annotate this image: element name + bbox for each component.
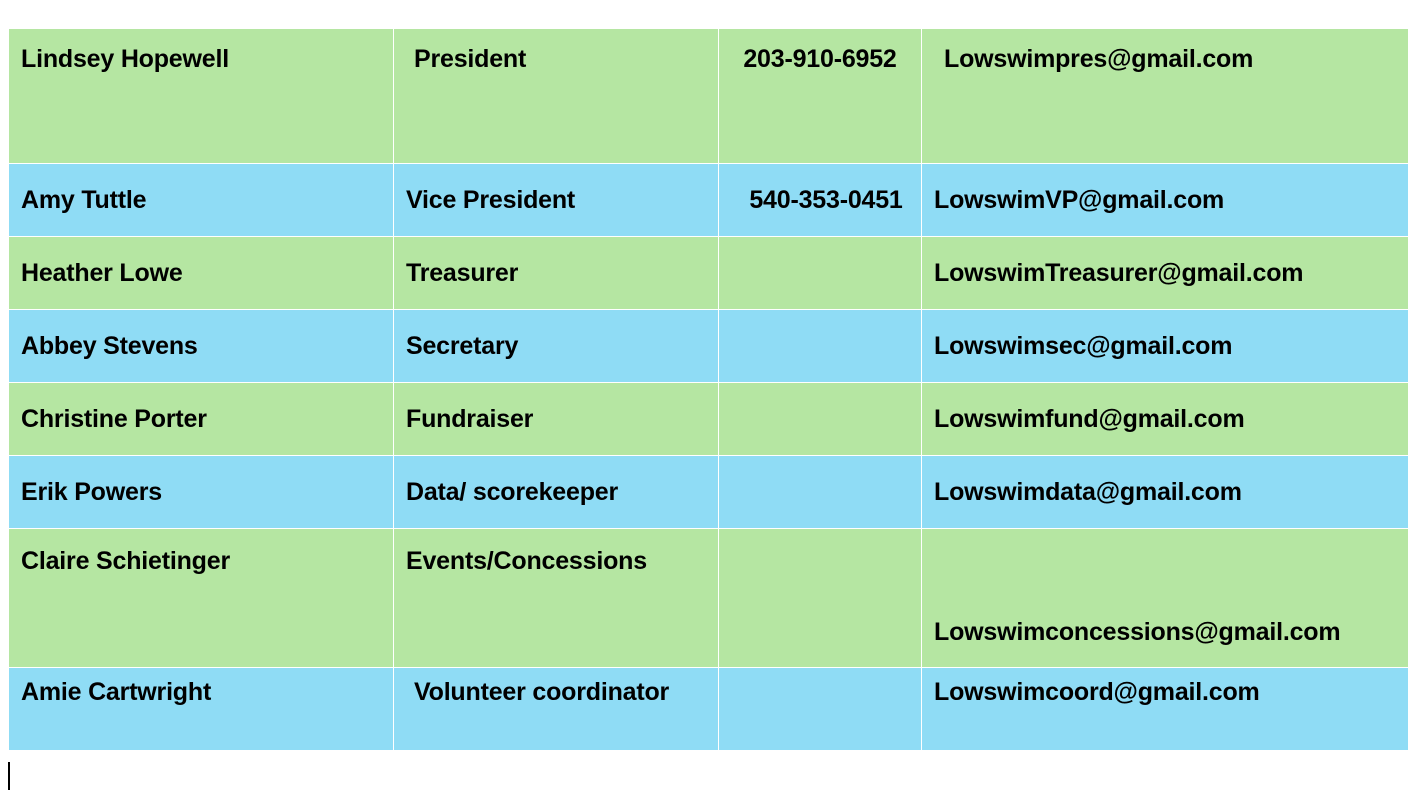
cell-role: President [394,29,719,164]
cell-name: Abbey Stevens [9,310,394,383]
cell-name: Amy Tuttle [9,164,394,237]
table-row[interactable] [9,310,1409,383]
cell-phone [719,668,922,751]
cell-name: Heather Lowe [9,237,394,310]
contact-table-container [8,28,1408,751]
cell-phone: 203-910-6952 [719,29,922,164]
cell-role: Vice President [394,164,719,237]
cell-role: Volunteer coordinator [394,668,719,751]
cell-name: Amie Cartwright [9,668,394,751]
table-row[interactable] [9,164,1409,237]
text-cursor [8,762,10,790]
table-row[interactable] [9,29,1409,164]
cell-phone [719,237,922,310]
cell-email: Lowswimpres@gmail.com [922,29,1409,164]
cell-email: Lowswimdata@gmail.com [922,456,1409,529]
table-row[interactable] [9,456,1409,529]
table-row[interactable] [9,237,1409,310]
cell-phone [719,383,922,456]
cell-name: Claire Schietinger [9,529,394,668]
contact-table [8,28,1409,751]
table-row[interactable] [9,668,1409,751]
table-row[interactable] [9,383,1409,456]
cell-email: Lowswimfund@gmail.com [922,383,1409,456]
cell-role: Data/ scorekeeper [394,456,719,529]
cell-phone [719,310,922,383]
cell-email: LowswimVP@gmail.com [922,164,1409,237]
cell-role: Secretary [394,310,719,383]
cell-role: Fundraiser [394,383,719,456]
cell-email: Lowswimconcessions@gmail.com [922,529,1409,668]
cell-name: Erik Powers [9,456,394,529]
table-row[interactable] [9,529,1409,668]
page-left-margin [0,0,8,794]
cell-email: Lowswimsec@gmail.com [922,310,1409,383]
cell-phone [719,529,922,668]
cell-phone [719,456,922,529]
cell-role: Treasurer [394,237,719,310]
cell-email: Lowswimcoord@gmail.com [922,668,1409,751]
cell-role: Events/Concessions [394,529,719,668]
cell-email: LowswimTreasurer@gmail.com [922,237,1409,310]
cell-name: Lindsey Hopewell [9,29,394,164]
cell-phone: 540-353-0451 [719,164,922,237]
cell-name: Christine Porter [9,383,394,456]
